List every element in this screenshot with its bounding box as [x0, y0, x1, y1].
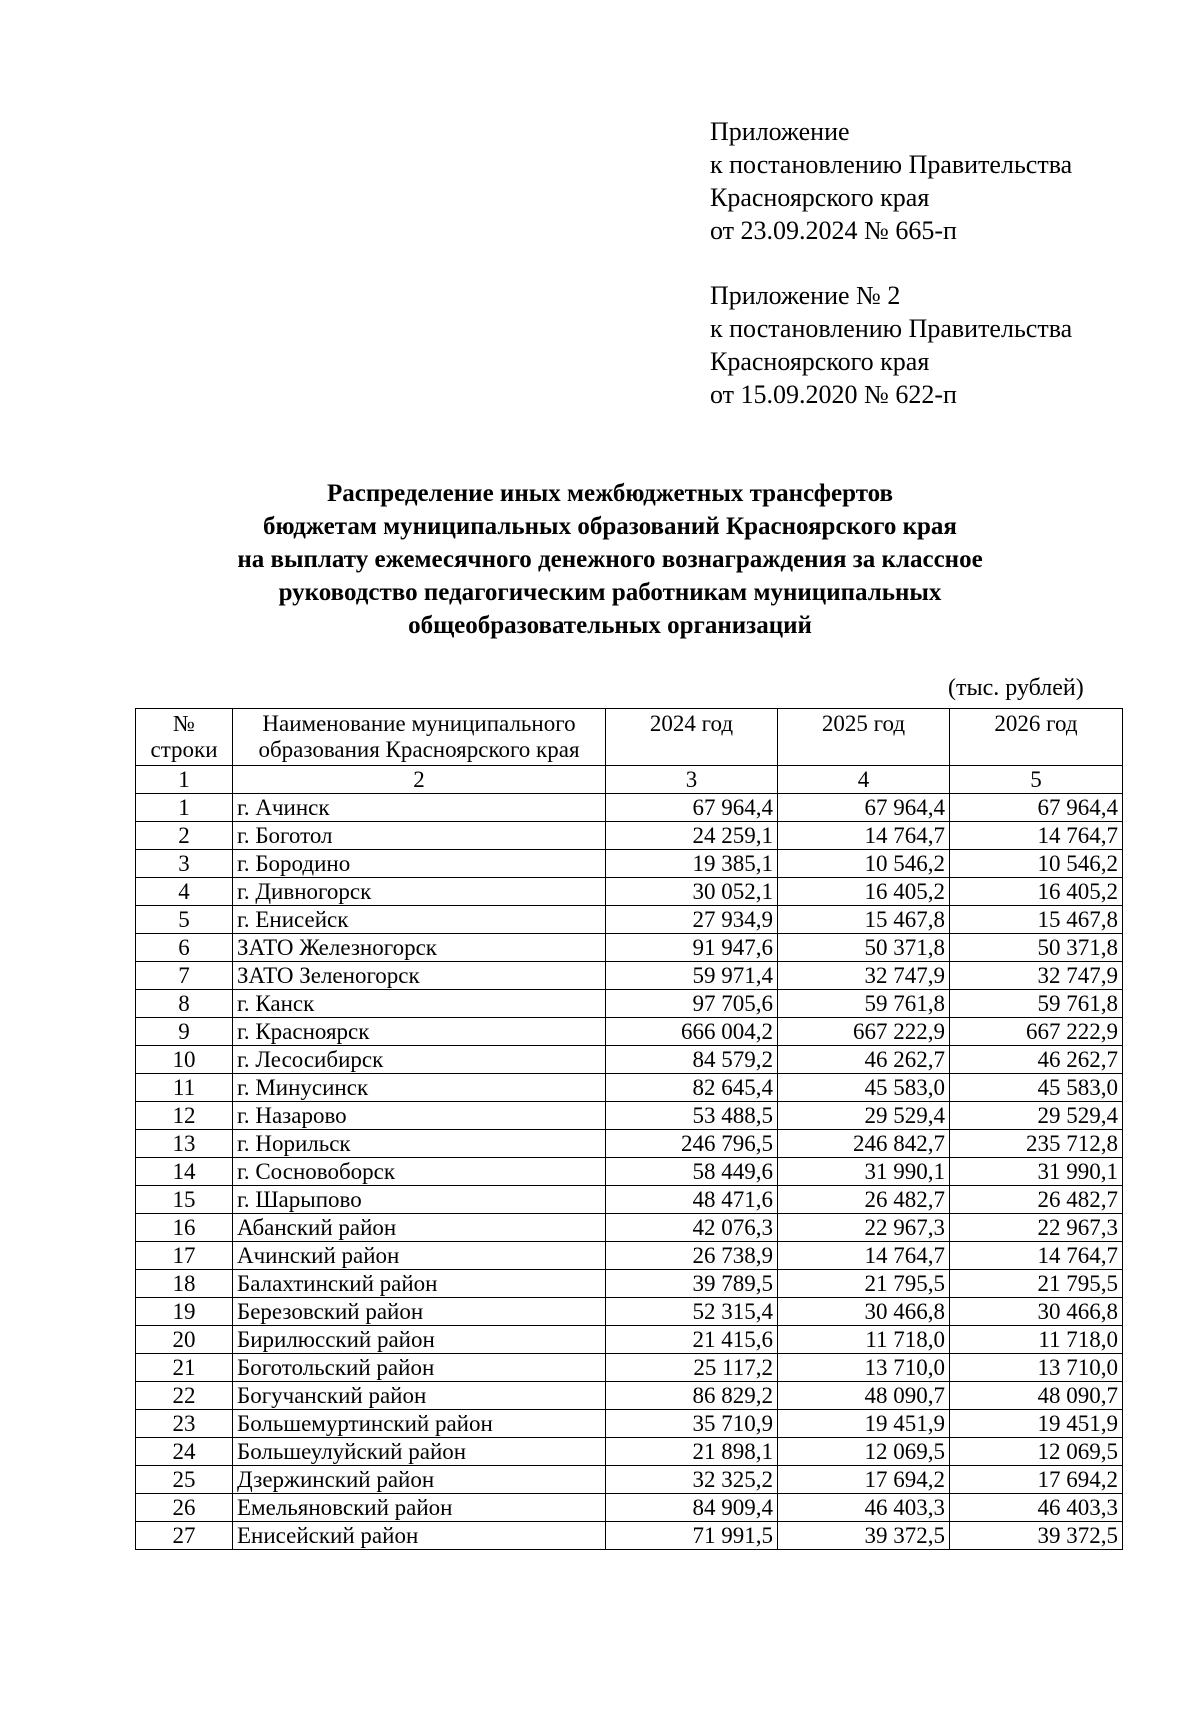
appendix-line: от 15.09.2020 № 622-п — [710, 380, 957, 409]
municipality-cell: Абанский район — [233, 1214, 606, 1242]
value-2025-cell: 10 546,2 — [778, 850, 950, 878]
row-number-cell: 5 — [136, 906, 233, 934]
value-2026-cell: 667 222,9 — [950, 1018, 1123, 1046]
table-row — [136, 934, 1123, 962]
table-row — [136, 1158, 1123, 1186]
title-line: Распределение иных межбюджетных трансфертов — [326, 480, 894, 507]
title-line: бюджетам муниципальных образований Красноярского края — [263, 513, 957, 540]
allocation-table — [135, 708, 1123, 1550]
value-2025-cell: 16 405,2 — [778, 878, 950, 906]
value-2025-cell: 17 694,2 — [778, 1466, 950, 1494]
municipality-cell: Березовский район — [233, 1298, 606, 1326]
table-row — [136, 1046, 1123, 1074]
value-2025-cell: 11 718,0 — [778, 1326, 950, 1354]
municipality-cell: Енисейский район — [233, 1522, 606, 1550]
appendix-line: к постановлению Правительства — [710, 150, 1073, 179]
value-2026-cell: 14 764,7 — [950, 822, 1123, 850]
value-2024-cell: 59 971,4 — [606, 962, 778, 990]
value-2025-cell: 21 795,5 — [778, 1270, 950, 1298]
value-2026-cell: 21 795,5 — [950, 1270, 1123, 1298]
value-2025-cell: 15 467,8 — [778, 906, 950, 934]
table-row — [136, 1382, 1123, 1410]
municipality-cell: г. Енисейск — [233, 906, 606, 934]
value-2024-cell: 26 738,9 — [606, 1242, 778, 1270]
municipality-cell: Большемуртинский район — [233, 1410, 606, 1438]
municipality-cell: г. Сосновоборск — [233, 1158, 606, 1186]
appendix-block-original — [710, 279, 1072, 411]
value-2026-cell: 13 710,0 — [950, 1354, 1123, 1382]
value-2026-cell: 45 583,0 — [950, 1074, 1123, 1102]
table-row — [136, 794, 1123, 822]
value-2024-cell: 52 315,4 — [606, 1298, 778, 1326]
row-number-cell: 11 — [136, 1074, 233, 1102]
table-row — [136, 822, 1123, 850]
value-2025-cell: 45 583,0 — [778, 1074, 950, 1102]
municipality-cell: г. Минусинск — [233, 1074, 606, 1102]
value-2026-cell: 235 712,8 — [950, 1130, 1123, 1158]
appendix-line: от 23.09.2024 № 665-п — [710, 216, 957, 245]
municipality-cell: Ачинский район — [233, 1242, 606, 1270]
value-2024-cell: 67 964,4 — [606, 794, 778, 822]
header-municipality — [233, 709, 606, 766]
row-number-cell: 20 — [136, 1326, 233, 1354]
table-row — [136, 1186, 1123, 1214]
municipality-cell: г. Дивногорск — [233, 878, 606, 906]
row-number-cell: 10 — [136, 1046, 233, 1074]
value-2025-cell: 246 842,7 — [778, 1130, 950, 1158]
value-2024-cell: 86 829,2 — [606, 1382, 778, 1410]
table-row — [136, 1074, 1123, 1102]
value-2025-cell: 67 964,4 — [778, 794, 950, 822]
row-number-cell: 18 — [136, 1270, 233, 1298]
value-2024-cell: 24 259,1 — [606, 822, 778, 850]
row-number-cell: 3 — [136, 850, 233, 878]
row-number-cell: 16 — [136, 1214, 233, 1242]
municipality-cell: Дзержинский район — [233, 1466, 606, 1494]
table-row — [136, 1214, 1123, 1242]
value-2026-cell: 15 467,8 — [950, 906, 1123, 934]
row-number-cell: 8 — [136, 990, 233, 1018]
municipality-cell: г. Канск — [233, 990, 606, 1018]
row-number-cell: 4 — [136, 878, 233, 906]
value-2026-cell: 59 761,8 — [950, 990, 1123, 1018]
row-number-cell: 21 — [136, 1354, 233, 1382]
table-row — [136, 1298, 1123, 1326]
units-label: (тыс. рублей) — [948, 675, 1084, 701]
table-row — [136, 1438, 1123, 1466]
municipality-cell: ЗАТО Зеленогорск — [233, 962, 606, 990]
municipality-cell: г. Лесосибирск — [233, 1046, 606, 1074]
row-number-cell: 17 — [136, 1242, 233, 1270]
value-2025-cell: 32 747,9 — [778, 962, 950, 990]
table-row — [136, 850, 1123, 878]
value-2024-cell: 666 004,2 — [606, 1018, 778, 1046]
column-number: 3 — [606, 766, 778, 794]
value-2026-cell: 46 262,7 — [950, 1046, 1123, 1074]
value-2024-cell: 71 991,5 — [606, 1522, 778, 1550]
table-row — [136, 1326, 1123, 1354]
header-line: № — [173, 711, 195, 736]
value-2025-cell: 26 482,7 — [778, 1186, 950, 1214]
row-number-cell: 26 — [136, 1494, 233, 1522]
table-row — [136, 1410, 1123, 1438]
document-title — [120, 477, 1100, 642]
value-2024-cell: 25 117,2 — [606, 1354, 778, 1382]
value-2026-cell: 48 090,7 — [950, 1382, 1123, 1410]
value-2024-cell: 82 645,4 — [606, 1074, 778, 1102]
row-number-cell: 23 — [136, 1410, 233, 1438]
value-2024-cell: 35 710,9 — [606, 1410, 778, 1438]
row-number-cell: 22 — [136, 1382, 233, 1410]
appendix-line: к постановлению Правительства — [710, 314, 1073, 343]
title-line: общеобразовательных организаций — [408, 612, 812, 639]
value-2025-cell: 12 069,5 — [778, 1438, 950, 1466]
appendix-line: Красноярского края — [710, 347, 930, 376]
value-2025-cell: 14 764,7 — [778, 822, 950, 850]
value-2024-cell: 53 488,5 — [606, 1102, 778, 1130]
municipality-cell: г. Бородино — [233, 850, 606, 878]
value-2024-cell: 91 947,6 — [606, 934, 778, 962]
header-line: строки — [150, 737, 218, 762]
value-2024-cell: 19 385,1 — [606, 850, 778, 878]
value-2026-cell: 11 718,0 — [950, 1326, 1123, 1354]
appendix-line: Приложение № 2 — [710, 281, 901, 310]
value-2024-cell: 27 934,9 — [606, 906, 778, 934]
value-2026-cell: 67 964,4 — [950, 794, 1123, 822]
value-2026-cell: 12 069,5 — [950, 1438, 1123, 1466]
municipality-cell: Большеулуйский район — [233, 1438, 606, 1466]
title-line: на выплату ежемесячного денежного вознаграждения за классное — [237, 546, 983, 573]
row-number-cell: 27 — [136, 1522, 233, 1550]
row-number-cell: 13 — [136, 1130, 233, 1158]
table-row — [136, 906, 1123, 934]
value-2026-cell: 32 747,9 — [950, 962, 1123, 990]
municipality-cell: г. Норильск — [233, 1130, 606, 1158]
table-row — [136, 1102, 1123, 1130]
value-2026-cell: 31 990,1 — [950, 1158, 1123, 1186]
row-number-cell: 15 — [136, 1186, 233, 1214]
header-row-number — [136, 709, 233, 766]
table-row — [136, 962, 1123, 990]
row-number-cell: 12 — [136, 1102, 233, 1130]
value-2026-cell: 22 967,3 — [950, 1214, 1123, 1242]
table-row — [136, 878, 1123, 906]
value-2025-cell: 31 990,1 — [778, 1158, 950, 1186]
table-row — [136, 1242, 1123, 1270]
value-2024-cell: 48 471,6 — [606, 1186, 778, 1214]
value-2025-cell: 13 710,0 — [778, 1354, 950, 1382]
value-2024-cell: 32 325,2 — [606, 1466, 778, 1494]
value-2024-cell: 39 789,5 — [606, 1270, 778, 1298]
table-row — [136, 990, 1123, 1018]
value-2025-cell: 46 262,7 — [778, 1046, 950, 1074]
header-line: Наименование муниципального — [262, 711, 576, 736]
table-header-row — [136, 709, 1123, 766]
value-2025-cell: 29 529,4 — [778, 1102, 950, 1130]
municipality-cell: Боготольский район — [233, 1354, 606, 1382]
municipality-cell: г. Красноярск — [233, 1018, 606, 1046]
table-row — [136, 1130, 1123, 1158]
value-2025-cell: 48 090,7 — [778, 1382, 950, 1410]
value-2024-cell: 97 705,6 — [606, 990, 778, 1018]
row-number-cell: 14 — [136, 1158, 233, 1186]
table-row — [136, 1494, 1123, 1522]
value-2025-cell: 39 372,5 — [778, 1522, 950, 1550]
value-2026-cell: 19 451,9 — [950, 1410, 1123, 1438]
municipality-cell: Емельяновский район — [233, 1494, 606, 1522]
value-2025-cell: 14 764,7 — [778, 1242, 950, 1270]
header-2026: 2026 год — [950, 709, 1123, 766]
row-number-cell: 6 — [136, 934, 233, 962]
appendix-block-current — [710, 115, 1072, 247]
table-row — [136, 1522, 1123, 1550]
value-2026-cell: 16 405,2 — [950, 878, 1123, 906]
column-number: 5 — [950, 766, 1123, 794]
value-2024-cell: 246 796,5 — [606, 1130, 778, 1158]
value-2025-cell: 59 761,8 — [778, 990, 950, 1018]
value-2026-cell: 30 466,8 — [950, 1298, 1123, 1326]
municipality-cell: г. Шарыпово — [233, 1186, 606, 1214]
value-2024-cell: 21 898,1 — [606, 1438, 778, 1466]
municipality-cell: г. Боготол — [233, 822, 606, 850]
value-2026-cell: 39 372,5 — [950, 1522, 1123, 1550]
value-2024-cell: 30 052,1 — [606, 878, 778, 906]
value-2025-cell: 22 967,3 — [778, 1214, 950, 1242]
table-body — [136, 794, 1123, 1550]
title-line: руководство педагогическим работникам муниципальных — [278, 579, 942, 606]
value-2024-cell: 84 579,2 — [606, 1046, 778, 1074]
table-row — [136, 1466, 1123, 1494]
value-2026-cell: 26 482,7 — [950, 1186, 1123, 1214]
value-2025-cell: 19 451,9 — [778, 1410, 950, 1438]
row-number-cell: 24 — [136, 1438, 233, 1466]
value-2025-cell: 30 466,8 — [778, 1298, 950, 1326]
column-number-row — [136, 766, 1123, 794]
value-2026-cell: 46 403,3 — [950, 1494, 1123, 1522]
header-2024: 2024 год — [606, 709, 778, 766]
table-row — [136, 1354, 1123, 1382]
table-row — [136, 1270, 1123, 1298]
column-number: 2 — [233, 766, 606, 794]
column-number: 1 — [136, 766, 233, 794]
value-2025-cell: 50 371,8 — [778, 934, 950, 962]
value-2024-cell: 42 076,3 — [606, 1214, 778, 1242]
value-2026-cell: 17 694,2 — [950, 1466, 1123, 1494]
value-2024-cell: 84 909,4 — [606, 1494, 778, 1522]
row-number-cell: 7 — [136, 962, 233, 990]
value-2026-cell: 29 529,4 — [950, 1102, 1123, 1130]
table-row — [136, 1018, 1123, 1046]
row-number-cell: 25 — [136, 1466, 233, 1494]
header-2025: 2025 год — [778, 709, 950, 766]
value-2025-cell: 667 222,9 — [778, 1018, 950, 1046]
header-line: образования Красноярского края — [258, 737, 580, 762]
municipality-cell: Балахтинский район — [233, 1270, 606, 1298]
row-number-cell: 2 — [136, 822, 233, 850]
municipality-cell: Бирилюсский район — [233, 1326, 606, 1354]
municipality-cell: ЗАТО Железногорск — [233, 934, 606, 962]
value-2024-cell: 58 449,6 — [606, 1158, 778, 1186]
value-2024-cell: 21 415,6 — [606, 1326, 778, 1354]
municipality-cell: г. Назарово — [233, 1102, 606, 1130]
value-2026-cell: 14 764,7 — [950, 1242, 1123, 1270]
value-2025-cell: 46 403,3 — [778, 1494, 950, 1522]
row-number-cell: 1 — [136, 794, 233, 822]
municipality-cell: Богучанский район — [233, 1382, 606, 1410]
column-number: 4 — [778, 766, 950, 794]
appendix-line: Приложение — [710, 117, 850, 146]
row-number-cell: 19 — [136, 1298, 233, 1326]
appendix-line: Красноярского края — [710, 183, 930, 212]
municipality-cell: г. Ачинск — [233, 794, 606, 822]
value-2026-cell: 50 371,8 — [950, 934, 1123, 962]
row-number-cell: 9 — [136, 1018, 233, 1046]
value-2026-cell: 10 546,2 — [950, 850, 1123, 878]
